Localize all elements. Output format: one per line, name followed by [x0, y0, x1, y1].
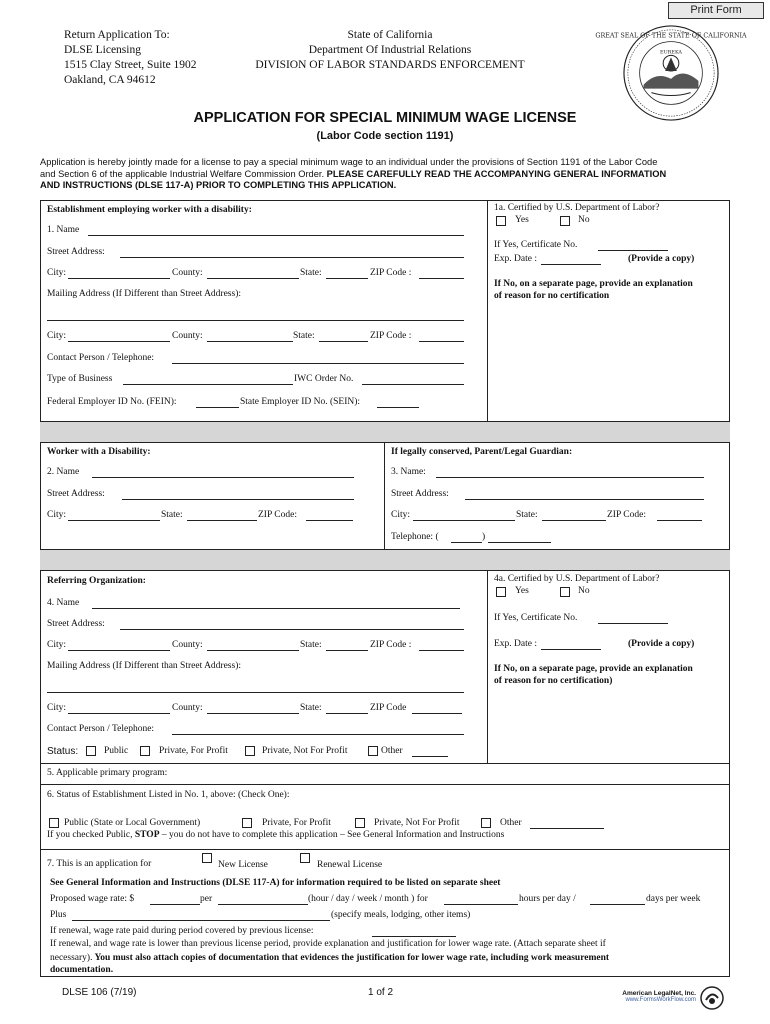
- section-2-box: [40, 442, 730, 550]
- no-label: No: [578, 215, 590, 225]
- org-private-nonprofit-checkbox[interactable]: [245, 746, 255, 756]
- worker-name-label: 2. Name: [47, 467, 80, 477]
- private-nonprofit-label: Private, Not For Profit: [374, 818, 460, 828]
- exp-date-field[interactable]: [541, 264, 601, 265]
- fein-field[interactable]: [196, 407, 239, 408]
- provide-copy-note: (Provide a copy): [628, 639, 695, 649]
- zip-label: ZIP Code :: [370, 268, 412, 278]
- org-mailing-field[interactable]: [47, 692, 464, 693]
- guardian-phone-field[interactable]: [488, 542, 551, 543]
- county-field[interactable]: [207, 278, 299, 279]
- publisher-name: American LegalNet, Inc.: [622, 990, 696, 997]
- primary-program-label: 5. Applicable primary program:: [47, 768, 168, 778]
- yes-checkbox[interactable]: [496, 587, 506, 597]
- publisher-logo-icon: [700, 986, 724, 1010]
- public-checkbox[interactable]: [49, 818, 59, 828]
- return-line: DLSE Licensing: [64, 44, 141, 56]
- guardian-city-label: City:: [391, 510, 411, 520]
- guardian-zip-label: ZIP Code:: [607, 510, 646, 520]
- public-label: Public (State or Local Government): [64, 818, 201, 828]
- intro-bold: PLEASE CAREFULLY READ THE ACCOMPANYING GENERAL INFORMATION: [326, 168, 667, 179]
- if-no-note: If No, on a separate page, provide an explanation: [494, 279, 693, 289]
- state-label: State:: [293, 331, 315, 341]
- business-field[interactable]: [123, 384, 293, 385]
- return-address: [64, 28, 197, 88]
- period-label: (hour / day / week / month ) for: [308, 894, 428, 904]
- org-county-label: County:: [172, 640, 203, 650]
- iwc-field[interactable]: [362, 384, 464, 385]
- renewal-doc-bold: You must also attach copies of documentation that evidences the justification for lower wage rate, including work measurement: [92, 953, 610, 963]
- publisher-block: [606, 990, 696, 1003]
- guardian-city-field[interactable]: [413, 520, 515, 521]
- wage-rate-field[interactable]: [150, 904, 200, 905]
- intro-text: [40, 157, 740, 192]
- org-state-label: State:: [300, 640, 322, 650]
- org-private-profit-label: Private, For Profit: [159, 746, 228, 756]
- new-license-label: New License: [218, 860, 268, 870]
- renewal-documentation-note: [50, 953, 609, 963]
- county-label: County:: [172, 268, 203, 278]
- section-separator: [40, 549, 730, 571]
- no-checkbox[interactable]: [560, 216, 570, 226]
- section-2-heading: Worker with a Disability:: [47, 447, 151, 457]
- worker-zip-field[interactable]: [306, 520, 353, 521]
- other-checkbox[interactable]: [481, 818, 491, 828]
- org-state-field[interactable]: [326, 713, 368, 714]
- city-label: City:: [47, 331, 67, 341]
- print-form-button[interactable]: Print Form: [668, 2, 764, 19]
- org-other-field[interactable]: [412, 756, 448, 757]
- section-4-heading: Referring Organization:: [47, 576, 146, 586]
- worker-name-field[interactable]: [92, 477, 354, 478]
- certificate-field[interactable]: [598, 623, 668, 624]
- org-state-field[interactable]: [326, 650, 368, 651]
- plus-label: Plus: [50, 910, 67, 920]
- yes-label: Yes: [515, 586, 529, 596]
- no-checkbox[interactable]: [560, 587, 570, 597]
- agency-line: State of California: [347, 29, 433, 41]
- application-type-label: 7. This is an application for: [47, 859, 152, 869]
- org-other-label: Other: [381, 746, 403, 756]
- name-field[interactable]: [88, 235, 464, 236]
- guardian-phone-label: Telephone: (: [391, 532, 439, 542]
- contact-label: Contact Person / Telephone:: [47, 353, 155, 363]
- stop-note-pre: If you checked Public,: [47, 830, 135, 840]
- org-city-label: City:: [47, 703, 67, 713]
- city-label: City:: [47, 268, 67, 278]
- days-field[interactable]: [590, 904, 645, 905]
- org-county-field[interactable]: [207, 713, 299, 714]
- renewal-license-checkbox[interactable]: [300, 853, 310, 863]
- section-4a-heading: 4a. Certified by U.S. Department of Labor?: [494, 574, 660, 584]
- org-private-profit-checkbox[interactable]: [140, 746, 150, 756]
- no-label: No: [578, 586, 590, 596]
- divider: [384, 442, 385, 550]
- per-field[interactable]: [218, 904, 308, 905]
- org-zip-field[interactable]: [419, 650, 464, 651]
- publisher-url[interactable]: www.FormsWorkFlow.com: [625, 997, 696, 1003]
- county-field[interactable]: [207, 341, 293, 342]
- page-subtitle: (Labor Code section 1191): [316, 130, 454, 142]
- org-street-label: Street Address:: [47, 619, 105, 629]
- section-1-heading: Establishment employing worker with a disability:: [47, 205, 252, 215]
- org-zip-label: ZIP Code: [370, 703, 407, 713]
- agency-line: Department Of Industrial Relations: [308, 44, 472, 56]
- sein-label: State Employer ID No. (SEIN):: [240, 397, 361, 407]
- other-field[interactable]: [530, 828, 604, 829]
- intro-line: [40, 180, 740, 192]
- org-mailing-label: Mailing Address (If Different than Street Address):: [47, 661, 242, 671]
- see-instructions-note: See General Information and Instructions (DLSE 117-A) for information required to be listed on separate sheet: [50, 878, 501, 888]
- if-no-note: If No, on a separate page, provide an explanation: [494, 664, 693, 674]
- worker-city-label: City:: [47, 510, 67, 520]
- iwc-label: IWC Order No.: [294, 374, 354, 384]
- worker-state-label: State:: [161, 510, 183, 520]
- mailing-field[interactable]: [47, 320, 464, 321]
- sein-field[interactable]: [377, 407, 419, 408]
- org-other-checkbox[interactable]: [368, 746, 378, 756]
- org-status-label: Status:: [47, 746, 79, 757]
- agency-block: [240, 28, 540, 73]
- mailing-label: Mailing Address (If Different than Street Address):: [47, 289, 242, 299]
- org-public-checkbox[interactable]: [86, 746, 96, 756]
- section-separator: [40, 421, 730, 443]
- zip-field[interactable]: [419, 278, 464, 279]
- section-1a-heading: 1a. Certified by U.S. Department of Labor?: [494, 203, 660, 213]
- renewal-license-label: Renewal License: [317, 860, 383, 870]
- exp-date-field[interactable]: [541, 649, 601, 650]
- worker-zip-label: ZIP Code:: [258, 510, 297, 520]
- org-city-field[interactable]: [68, 650, 170, 651]
- worker-street-label: Street Address:: [47, 489, 105, 499]
- renewal-doc-plain: necessary).: [50, 953, 93, 963]
- guardian-area-code-field[interactable]: [451, 542, 482, 543]
- zip-field[interactable]: [419, 341, 464, 342]
- org-contact-label: Contact Person / Telephone:: [47, 724, 155, 734]
- days-label: days per week: [646, 894, 701, 904]
- worker-street-field[interactable]: [122, 499, 354, 500]
- private-profit-checkbox[interactable]: [242, 818, 252, 828]
- guardian-state-field[interactable]: [542, 520, 606, 521]
- state-field[interactable]: [319, 341, 368, 342]
- divider: [487, 570, 488, 764]
- org-county-field[interactable]: [207, 650, 299, 651]
- county-label: County:: [172, 331, 203, 341]
- name-label: 1. Name: [47, 225, 80, 235]
- org-county-label: County:: [172, 703, 203, 713]
- specify-label: (specify meals, lodging, other items): [331, 910, 471, 920]
- section-3-heading: If legally conserved, Parent/Legal Guardian:: [391, 447, 573, 457]
- previous-rate-label: If renewal, wage rate paid during period covered by previous license:: [50, 926, 314, 936]
- renewal-documentation-end: documentation.: [50, 965, 114, 975]
- city-field[interactable]: [68, 341, 170, 342]
- if-no-note: of reason for no certification): [494, 676, 613, 686]
- guardian-state-label: State:: [516, 510, 538, 520]
- yes-label: Yes: [515, 215, 529, 225]
- org-private-nonprofit-label: Private, Not For Profit: [262, 746, 348, 756]
- guardian-name-label: 3. Name:: [391, 467, 426, 477]
- business-label: Type of Business: [47, 374, 113, 384]
- return-line: Oakland, CA 94612: [64, 74, 156, 86]
- street-label: Street Address:: [47, 247, 105, 257]
- provide-copy-note: (Provide a copy): [628, 254, 695, 264]
- renewal-explanation-note: If renewal, and wage rate is lower than previous license period, provide explanation and justification for lower wage rate. (Attach separate sheet if: [50, 939, 606, 949]
- hours-field[interactable]: [444, 904, 518, 905]
- org-street-field[interactable]: [120, 629, 464, 630]
- seal-motto: EUREKA: [660, 49, 682, 56]
- hours-label: hours per day /: [519, 894, 576, 904]
- org-zip-field[interactable]: [412, 713, 462, 714]
- certificate-label: If Yes, Certificate No.: [494, 240, 578, 250]
- fein-label: Federal Employer ID No. (FEIN):: [47, 397, 177, 407]
- guardian-phone-close: ): [482, 532, 486, 542]
- per-label: per: [200, 894, 213, 904]
- page-title: APPLICATION FOR SPECIAL MINIMUM WAGE LICENSE: [193, 110, 577, 126]
- org-zip-label: ZIP Code :: [370, 640, 412, 650]
- guardian-zip-field[interactable]: [657, 520, 702, 521]
- other-label: Other: [500, 818, 522, 828]
- intro-plain: and Section 6 of the applicable Industrial Welfare Commission Order.: [40, 168, 325, 179]
- intro-bold: AND INSTRUCTIONS (DLSE 117-A) PRIOR TO COMPLETING THIS APPLICATION.: [40, 180, 397, 190]
- guardian-name-field[interactable]: [436, 477, 704, 478]
- intro-line: Application is hereby jointly made for a license to pay a special minimum wage to an individual under the provisions of Section 1191 of the Labor Code: [40, 157, 658, 167]
- contact-field[interactable]: [172, 363, 464, 364]
- exp-date-label: Exp. Date :: [494, 639, 538, 649]
- stop-note-bold: STOP: [134, 830, 160, 840]
- previous-rate-field[interactable]: [372, 936, 456, 937]
- org-name-label: 4. Name: [47, 598, 80, 608]
- stop-note-post: – you do not have to complete this application – See General Information and Instructions: [159, 830, 505, 840]
- certificate-label: If Yes, Certificate No.: [494, 613, 578, 623]
- org-public-label: Public: [104, 746, 129, 756]
- intro-line: [40, 169, 740, 181]
- org-contact-field[interactable]: [172, 734, 464, 735]
- stop-note: [47, 830, 504, 840]
- street-field[interactable]: [120, 257, 464, 258]
- section-1-box: [40, 200, 730, 422]
- establishment-status-label: 6. Status of Establishment Listed in No. 1, above: (Check One):: [47, 790, 290, 800]
- org-city-field[interactable]: [68, 713, 170, 714]
- state-field[interactable]: [326, 278, 368, 279]
- private-nonprofit-checkbox[interactable]: [355, 818, 365, 828]
- guardian-street-field[interactable]: [465, 499, 704, 500]
- divider: [487, 200, 488, 422]
- agency-line: DIVISION OF LABOR STANDARDS ENFORCEMENT: [255, 59, 525, 71]
- yes-checkbox[interactable]: [496, 216, 506, 226]
- form-id: DLSE 106 (7/19): [62, 987, 137, 998]
- org-city-label: City:: [47, 640, 67, 650]
- return-line: 1515 Clay Street, Suite 1902: [64, 59, 197, 71]
- if-no-note: of reason for no certification: [494, 291, 610, 301]
- new-license-checkbox[interactable]: [202, 853, 212, 863]
- org-state-label: State:: [300, 703, 322, 713]
- plus-field[interactable]: [72, 920, 330, 921]
- return-line: Return Application To:: [64, 29, 170, 41]
- org-name-field[interactable]: [92, 608, 460, 609]
- state-seal-icon: [595, 24, 747, 122]
- guardian-street-label: Street Address:: [391, 489, 449, 499]
- seal-text: GREAT SEAL OF THE STATE OF CALIFORNIA: [595, 31, 747, 40]
- private-profit-label: Private, For Profit: [262, 818, 331, 828]
- state-label: State:: [300, 268, 322, 278]
- city-field[interactable]: [68, 278, 170, 279]
- certificate-field[interactable]: [598, 250, 668, 251]
- exp-date-label: Exp. Date :: [494, 254, 538, 264]
- worker-state-field[interactable]: [187, 520, 257, 521]
- page-number: 1 of 2: [368, 987, 394, 998]
- wage-rate-label: Proposed wage rate: $: [50, 894, 135, 904]
- zip-label: ZIP Code :: [370, 331, 412, 341]
- worker-city-field[interactable]: [68, 520, 160, 521]
